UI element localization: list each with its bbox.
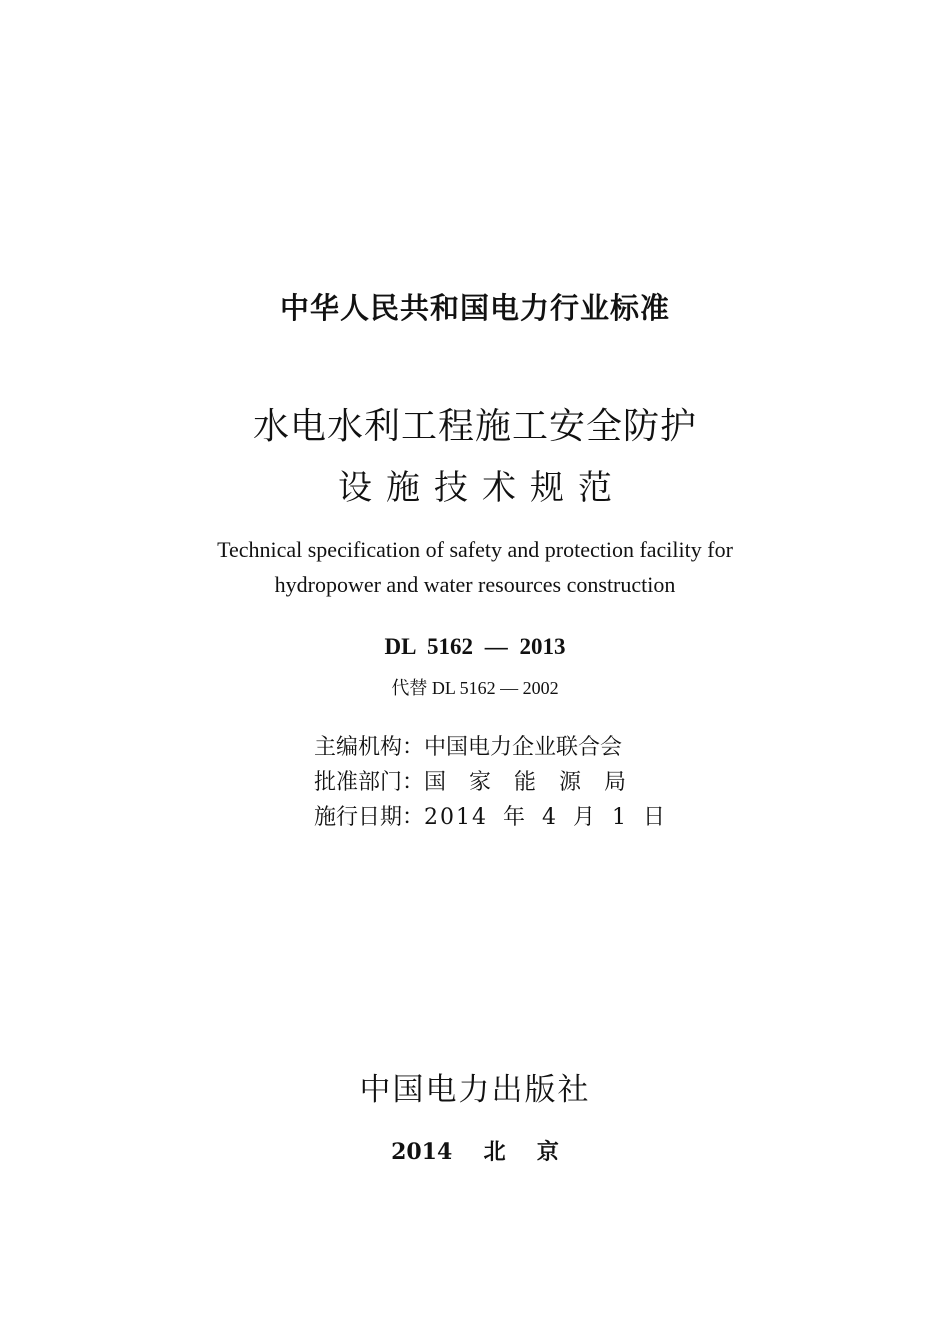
title-chinese-line-2: 设施技术规范 [338,468,626,508]
title-chinese-line-1: 水电水利工程施工安全防护 [252,406,697,447]
standard-number: DL 5162 — 2013 [384,634,566,659]
editor-value: 中国电力企业联合会 [424,735,623,760]
editor-label: 主编机构： [314,735,425,760]
publication-info [314,730,667,835]
title-english-line-2: hydropower and water resources construction [274,572,676,597]
replaces-standard: 代替 DL 5162 — 2002 [391,678,559,698]
effective-date-row [314,800,667,835]
approver-label: 批准部门： [314,770,425,795]
editor-row [314,730,667,765]
effective-date-label: 施行日期： [314,805,425,830]
approver-value: 国 家 能 源 局 [424,770,626,795]
title-english-line-1: Technical specification of safety and protection facility for [217,537,733,562]
approver-row [314,765,667,800]
standard-category-title: 中华人民共和国电力行业标准 [279,291,670,325]
publication-year-place: 2014 北 京 [391,1139,559,1165]
publisher-name: 中国电力出版社 [359,1072,591,1108]
effective-date-value: 2014 年 4 月 1 日 [424,805,667,830]
